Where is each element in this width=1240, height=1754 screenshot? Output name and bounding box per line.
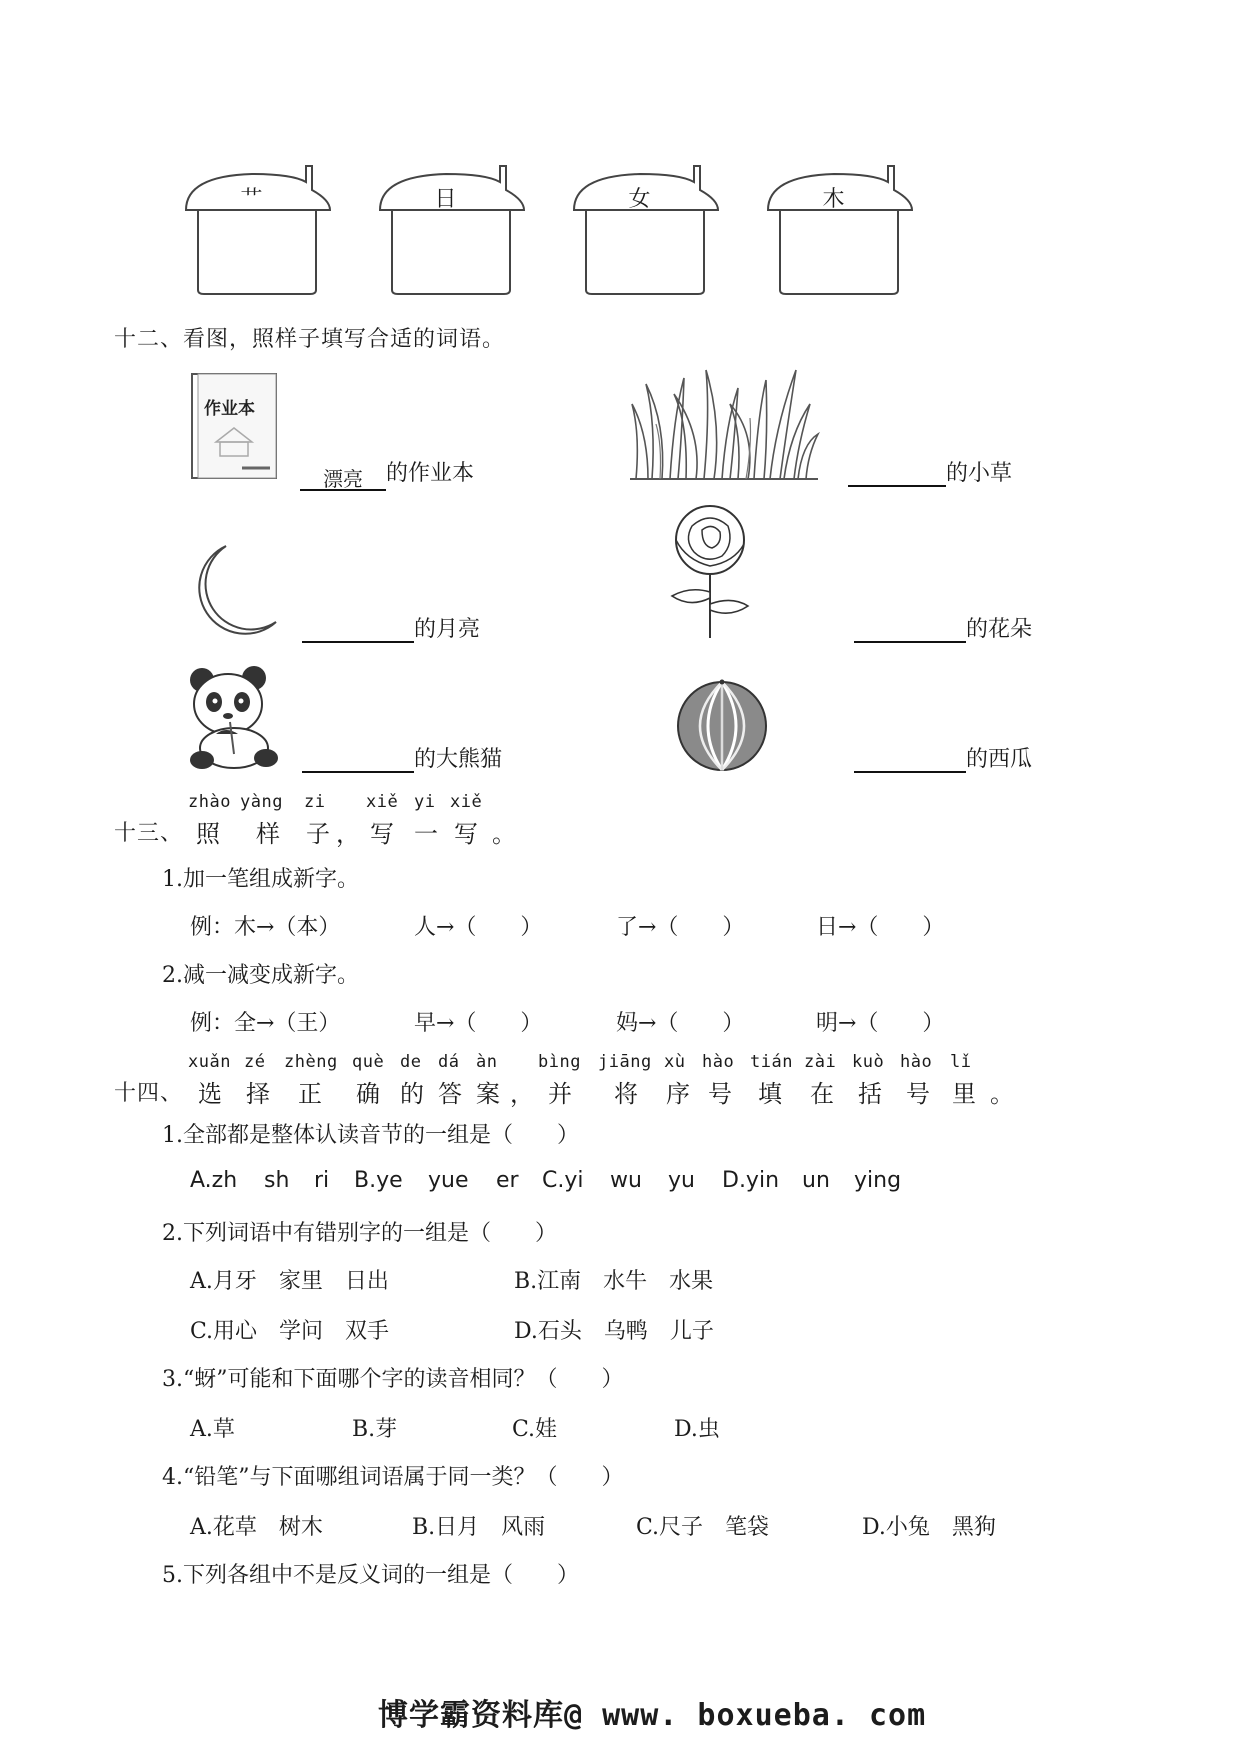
- watermelon-icon: [674, 676, 770, 772]
- pinyin: xiě: [366, 792, 399, 812]
- title-char: 选: [198, 1080, 222, 1108]
- question-14-4: 4.“铅笔”与下面哪组词语属于同一类？（ ）: [162, 1465, 624, 1490]
- question-13-1: 1.加一笔组成新字。: [162, 867, 359, 892]
- question-14-1: 1.全部都是整体认读音节的一组是（ ）: [162, 1123, 579, 1148]
- answer-blank[interactable]: [302, 745, 414, 773]
- pinyin: dá: [438, 1052, 460, 1072]
- fill-item[interactable]: 明→（ ）: [816, 1011, 945, 1036]
- pinyin: zhào: [188, 792, 231, 812]
- option[interactable]: B.日月 风雨: [412, 1515, 546, 1540]
- option: yu: [668, 1168, 695, 1193]
- title-char: 。: [990, 1080, 1014, 1108]
- option[interactable]: A.月牙 家里 日出: [190, 1269, 389, 1294]
- word-suffix: 的西瓜: [966, 747, 1033, 772]
- pinyin: yàng: [240, 792, 283, 812]
- option[interactable]: D.yin: [722, 1168, 780, 1193]
- house-outline-icon: [766, 160, 916, 295]
- title-char: 。: [492, 820, 516, 848]
- house-outline-icon: [378, 160, 528, 295]
- house-radical: 女: [628, 187, 651, 212]
- pinyin: zi: [304, 792, 326, 812]
- section-12-title: 十二、看图，照样子填写合适的词语。: [114, 327, 506, 352]
- house-radical: 艹: [240, 187, 263, 212]
- pinyin: yi: [414, 792, 436, 812]
- word-suffix: 的大熊猫: [414, 747, 503, 772]
- pinyin: de: [400, 1052, 422, 1072]
- title-char: 写: [454, 820, 478, 848]
- option[interactable]: A.草: [190, 1417, 235, 1442]
- pinyin: lǐ: [950, 1052, 972, 1072]
- fill-item[interactable]: 人→（ ）: [414, 915, 543, 940]
- option: un: [802, 1168, 830, 1193]
- section-13-title: [114, 792, 614, 852]
- option: yue: [428, 1168, 469, 1193]
- notebook-icon: [190, 372, 278, 480]
- pinyin: kuò: [852, 1052, 885, 1072]
- pinyin: jiāng: [598, 1052, 652, 1072]
- title-char: 号: [906, 1080, 930, 1108]
- title-char: 在: [810, 1080, 834, 1108]
- option: ying: [854, 1168, 902, 1193]
- word-item-watermelon: [854, 742, 1032, 773]
- option[interactable]: D.虫: [674, 1417, 720, 1442]
- title-char: 一: [414, 820, 438, 848]
- title-char: 子: [306, 820, 330, 848]
- title-char: 序: [666, 1080, 690, 1108]
- notebook-cover-text: 作业本: [204, 399, 255, 419]
- title-char: 的: [400, 1080, 424, 1108]
- title-char: 里: [952, 1080, 976, 1108]
- moon-icon: [186, 540, 282, 636]
- title-char: 照: [196, 820, 220, 848]
- example: 例：木→（本）: [190, 915, 341, 940]
- pinyin: tián: [750, 1052, 793, 1072]
- fill-item[interactable]: 了→（ ）: [616, 915, 745, 940]
- pinyin: bìng: [538, 1052, 581, 1072]
- pinyin: zé: [244, 1052, 266, 1072]
- word-item-flower: [854, 612, 1032, 643]
- section-14-title: [114, 1052, 1014, 1112]
- title-char: 号: [708, 1080, 732, 1108]
- option[interactable]: A.zh: [190, 1168, 238, 1193]
- title-char: 填: [758, 1080, 782, 1108]
- pinyin: xiě: [450, 792, 483, 812]
- fill-item[interactable]: 妈→（ ）: [616, 1011, 745, 1036]
- title-char: ，: [336, 820, 360, 848]
- option: sh: [264, 1168, 290, 1193]
- word-item-grass: [848, 456, 1012, 487]
- title-char: ，: [510, 1080, 534, 1108]
- section-number: 十三、: [114, 821, 184, 846]
- option[interactable]: B.芽: [352, 1417, 398, 1442]
- house-radical: 木: [822, 187, 845, 212]
- option[interactable]: D.小兔 黑狗: [862, 1515, 996, 1540]
- option: wu: [610, 1168, 642, 1193]
- answer-blank[interactable]: [854, 745, 966, 773]
- question-14-2: 2.下列词语中有错别字的一组是（ ）: [162, 1221, 557, 1246]
- word-suffix: 的花朵: [966, 617, 1033, 642]
- option[interactable]: C.尺子 笔袋: [636, 1515, 770, 1540]
- pinyin: hào: [900, 1052, 933, 1072]
- example: 例：全→（王）: [190, 1011, 341, 1036]
- option: er: [496, 1168, 519, 1193]
- title-char: 写: [370, 820, 394, 848]
- word-suffix: 的作业本: [386, 461, 475, 486]
- pinyin: xuǎn: [188, 1052, 231, 1072]
- title-char: 确: [356, 1080, 380, 1108]
- option[interactable]: C.yi: [542, 1168, 584, 1193]
- title-char: 择: [246, 1080, 270, 1108]
- pinyin: xù: [664, 1052, 686, 1072]
- title-char: 样: [256, 820, 280, 848]
- answer-blank[interactable]: [302, 615, 414, 643]
- word-item-notebook: [300, 456, 475, 491]
- pinyin: hào: [702, 1052, 735, 1072]
- pinyin: àn: [476, 1052, 498, 1072]
- word-item-moon: [302, 612, 480, 643]
- title-char: 并: [548, 1080, 572, 1108]
- option[interactable]: B.江南 水牛 水果: [514, 1269, 714, 1294]
- question-13-2: 2.减一减变成新字。: [162, 963, 359, 988]
- house-3: [572, 160, 722, 300]
- title-char: 将: [614, 1080, 638, 1108]
- house-radical: 日: [434, 187, 457, 212]
- title-char: 案: [476, 1080, 500, 1108]
- house-1: [184, 160, 334, 300]
- house-outline-icon: [572, 160, 722, 295]
- question-14-5: 5.下列各组中不是反义词的一组是（ ）: [162, 1563, 579, 1588]
- fill-item[interactable]: 早→（ ）: [414, 1011, 543, 1036]
- option[interactable]: B.ye: [354, 1168, 403, 1193]
- pinyin: què: [352, 1052, 385, 1072]
- word-item-panda: [302, 742, 502, 773]
- option[interactable]: C.娃: [512, 1417, 558, 1442]
- option[interactable]: D.石头 乌鸭 儿子: [514, 1319, 714, 1344]
- section-number: 十四、: [114, 1081, 184, 1106]
- footer-watermark: 博学霸资料库@ www. boxueba. com: [378, 1698, 927, 1733]
- house-4: [766, 160, 916, 300]
- flower-icon: [662, 500, 758, 640]
- pinyin: zhèng: [284, 1052, 338, 1072]
- option[interactable]: C.用心 学问 双手: [190, 1319, 390, 1344]
- fill-item[interactable]: 日→（ ）: [816, 915, 945, 940]
- title-char: 正: [298, 1080, 322, 1108]
- answer-blank[interactable]: [854, 615, 966, 643]
- option[interactable]: A.花草 树木: [190, 1515, 323, 1540]
- title-char: 答: [438, 1080, 462, 1108]
- answer-blank[interactable]: [848, 459, 946, 487]
- title-char: 括: [858, 1080, 882, 1108]
- answer-blank[interactable]: 漂亮: [300, 463, 386, 491]
- word-suffix: 的月亮: [414, 617, 481, 642]
- house-outline-icon: [184, 160, 334, 295]
- question-14-3: 3.“蚜”可能和下面哪个字的读音相同？（ ）: [162, 1367, 624, 1392]
- grass-icon: [626, 364, 822, 482]
- word-suffix: 的小草: [946, 461, 1013, 486]
- house-2: [378, 160, 528, 300]
- option: ri: [314, 1168, 330, 1193]
- panda-icon: [186, 664, 282, 772]
- pinyin: zài: [804, 1052, 837, 1072]
